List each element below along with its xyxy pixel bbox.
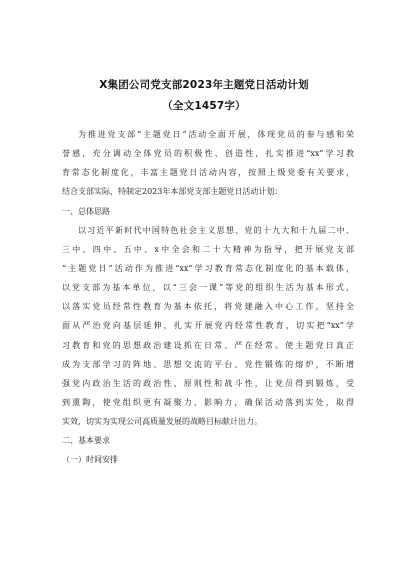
document-title: X集团公司党支部2023年主题党日活动计划 <box>99 79 309 91</box>
document-body <box>62 125 354 470</box>
section-heading: （一）时间安排 <box>62 455 118 465</box>
paragraph-line: 面从严治党向基层延伸，扎实开展党内经常性教育，切实把“xx”学 <box>62 321 354 331</box>
section-heading: 二、基本要求 <box>62 436 110 446</box>
section-heading: 一、总体思路 <box>62 206 110 216</box>
paragraph-line: 三中、四中、五中、x中全会和二十大精神为指导，把开展党支部 <box>62 244 354 254</box>
paragraph-line: 习教育和党的思想政治建设抓在日常、严在经常。使主题党日真正 <box>62 340 354 350</box>
paragraph-line: 结合支部实际，特制定2023年本部党支部主题党日活动计划： <box>62 187 283 197</box>
paragraph-line: 为推进党支部“主题党日”活动全面开展，体现党员的参与感和荣 <box>78 130 354 139</box>
paragraph-line: 以落实党员经常性教育为基本依托，将党建融入中心工作，坚持全 <box>62 302 354 312</box>
paragraph-line: 强党内政治生活的政治性、原则性和战斗性，让党员得到锻炼，受 <box>62 378 354 388</box>
paragraph-line: 以习近平新时代中国特色社会主义思想、党的十九大和十九届二中、 <box>78 225 354 235</box>
paragraph-line: 到熏陶，使党组织更有凝聚力、影响力，确保活动落到实处，取得 <box>62 397 354 407</box>
paragraph-line: 成为支部学习的阵地、思想交流的平台、党性锻炼的熔炉，不断增 <box>62 359 354 369</box>
paragraph-line: 以党支部为基本单位，以“三会一课”等党的组织生活为基本形式， <box>62 283 354 293</box>
paragraph-line: 育常态化制度化，丰富主题党日活动内容，按照上级党委有关要求， <box>62 168 354 178</box>
document-subtitle: （全文1457字） <box>162 100 246 112</box>
paragraph-line: 誉感，充分调动全体党员的积极性、创造性，扎实推进“xx”学习教 <box>62 149 354 159</box>
paragraph-line: “主题党日”活动作为推进“xx”学习教育常态化制度化的基本载体， <box>62 263 354 273</box>
paragraph-line: 实效，切实为实现公司高质量发展的战略目标献计出力。 <box>62 417 262 427</box>
